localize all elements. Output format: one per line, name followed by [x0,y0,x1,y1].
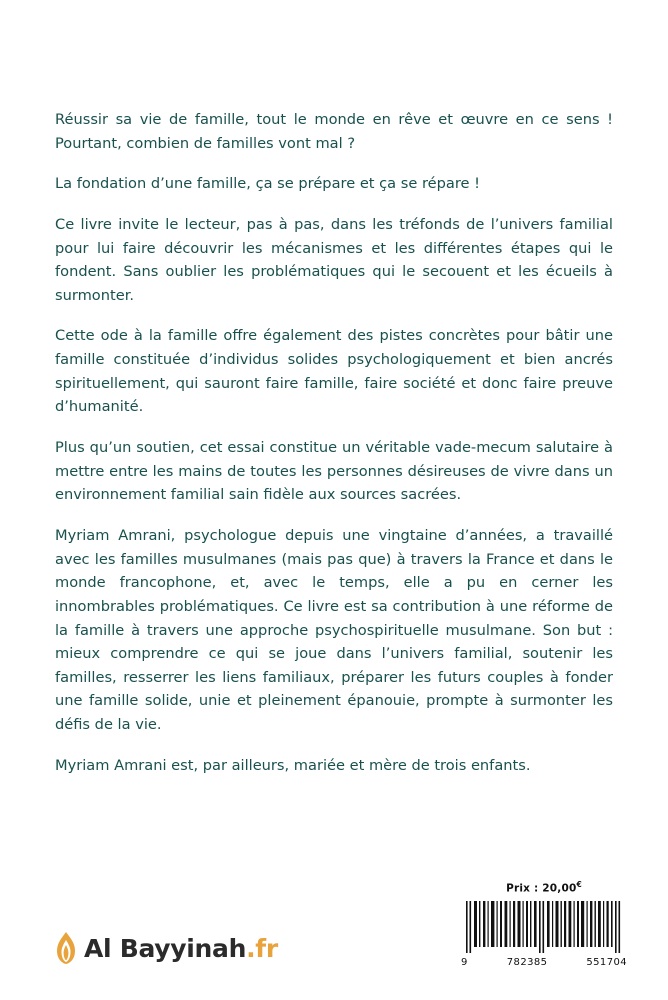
blurb-paragraph: Myriam Amrani, psychologue depuis une vingtaine d’années, a travaillé avec les familles musulmanes (mais pas que) à travers la France et dans le monde francophone, et, avec le temps, elle a pu en cerner les innombrables problématiques. Ce livre est sa contribution à une réforme de la famille à travers une approche psychospirituelle musulmane. Son but : mieux comprendre ce qui se joue dans l’univers familial, soutenir les familles, resserrer les liens familiaux, préparer les futurs couples à fonder une famille solide, unie et pleinement épanouie, prompte à surmonter les défis de la vie. [55,526,613,734]
barcode-digit-left: 9 [461,957,468,968]
blurb-paragraph: Réussir sa vie de famille, tout le monde en rêve et œuvre en ce sens ! Pourtant, combien de familles vont mal ? [55,111,613,152]
publisher-name [84,934,278,963]
blurb-paragraph: Myriam Amrani est, par ailleurs, mariée et mère de trois enfants. [55,756,531,774]
barcode-digits-group2: 551704 [586,957,627,968]
blurb-paragraph: Cette ode à la famille offre également des pistes concrètes pour bâtir une famille constituée d’individus solides psychologiquement et bien ancrés spirituellement, qui sauront faire famille, faire société et donc faire preuve d’humanité. [55,327,613,416]
barcode-digits-group1: 782385 [506,957,548,968]
barcode-image [460,899,628,955]
blurb-paragraph: Ce livre invite le lecteur, pas à pas, dans les tréfonds de l’univers familial pour lui faire découvrir les mécanismes et les différentes étapes qui le fondent. Sans oublier les problématiques qui le secouent et les écueils à surmonter. [55,215,613,304]
publisher-logo [55,931,278,965]
barcode-digits [460,955,628,968]
blurb-paragraph: La fondation d’une famille, ça se prépare et ça se répare ! [55,175,480,193]
price-value: Prix : 20,00 [506,882,577,894]
publisher-name-main: Al Bayyinah [84,933,247,963]
price-currency: € [576,879,582,889]
flame-icon [55,931,77,965]
blurb-text [55,108,613,777]
price-barcode-block [460,880,628,969]
blurb-paragraph: Plus qu’un soutien, cet essai constitue un véritable vade-mecum salutaire à mettre entre les mains de toutes les personnes désireuses de vivre dans un environnement familial sain fidèle aux sources sacrées. [55,439,613,504]
price-label [460,880,628,895]
publisher-name-suffix: .fr [246,933,278,963]
